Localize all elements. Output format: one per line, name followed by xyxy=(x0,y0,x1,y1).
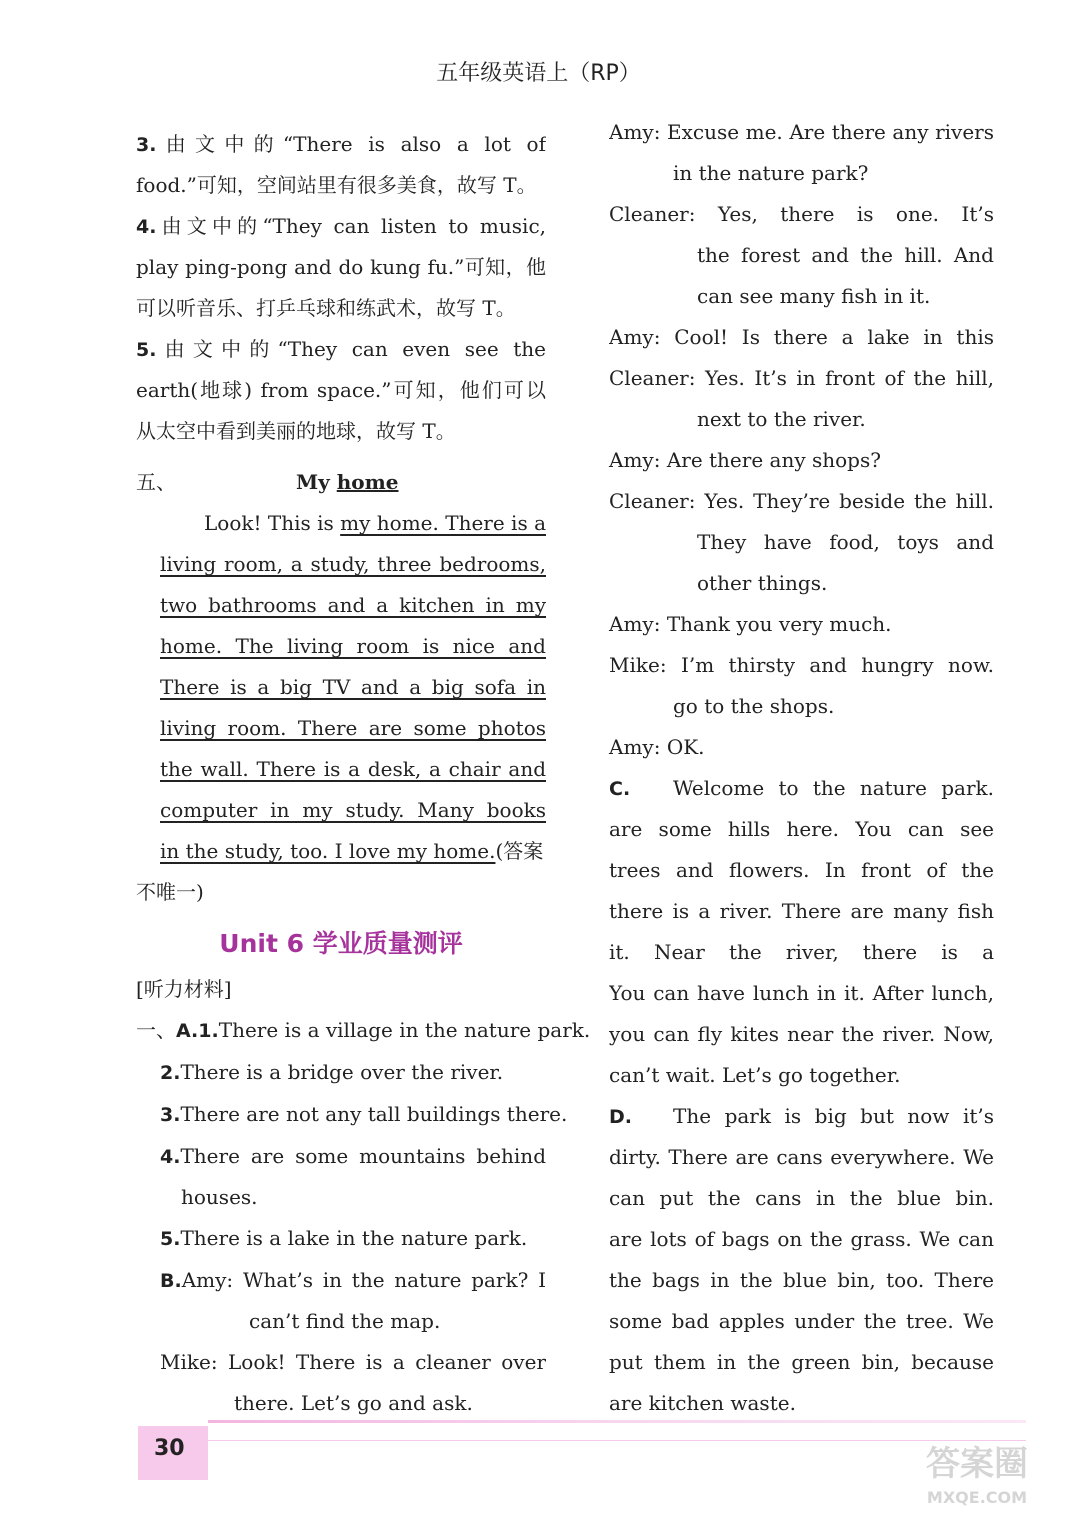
dialog-line: Cleaner: Yes, there is one. It’s xyxy=(609,202,994,226)
listening-label: [听力材料] xyxy=(136,977,232,1001)
passage-c-line: are some hills here. You can see xyxy=(609,817,994,841)
listening-a-1: 一、A.1.There is a village in the nature park. xyxy=(136,1018,591,1042)
dialog-line: Amy: Are there any shops? xyxy=(609,448,881,472)
passage-d-first: D. The park is big but now it’s xyxy=(609,1104,994,1128)
passage-c-line: there is a river. There are many fish xyxy=(609,899,994,923)
listening-a-4-cont: houses. xyxy=(181,1185,258,1209)
listening-a-5: 5.There is a lake in the nature park. xyxy=(160,1226,528,1250)
explanation-4-line-2: play ping-pong and do kung fu.”可知，他 xyxy=(136,255,546,279)
page-header: 五年级英语上（RP） xyxy=(436,61,641,86)
essay-line: computer in my study. Many books xyxy=(160,798,546,822)
passage-d-line: put them in the green bin, because xyxy=(609,1350,994,1374)
passage-d-last: are kitchen waste. xyxy=(609,1391,796,1415)
watermark-logo xyxy=(917,1440,1037,1530)
essay-line-1: Look! This is my home. There is a xyxy=(204,511,546,535)
left-column xyxy=(136,124,591,1424)
passage-d-line: can put the cans in the blue bin. xyxy=(609,1186,994,1210)
dialog-line: go to the shops. xyxy=(673,694,835,718)
essay-body xyxy=(136,503,546,872)
right-column xyxy=(609,112,994,1424)
passage-c-line: it. Near the river, there is a xyxy=(609,940,994,964)
explanation-3-line-1: 3.由文中的“There is also a lot of xyxy=(136,132,546,156)
essay-line: two bathrooms and a kitchen in my xyxy=(160,593,546,617)
listening-b-line-4: there. Let’s go and ask. xyxy=(234,1391,473,1415)
listening-a-2: 2.There is a bridge over the river. xyxy=(160,1060,504,1084)
page-number: 30 xyxy=(138,1426,208,1480)
essay-note: 不唯一) xyxy=(136,880,204,904)
essay-line: living room. There are some photos xyxy=(160,716,546,740)
listening-b-line-1: B.Amy: What’s in the nature park? I xyxy=(160,1268,546,1292)
dialog-line: the forest and the hill. And xyxy=(697,243,994,267)
listening-a-4: 4.There are some mountains behind xyxy=(160,1144,546,1168)
dialog-line: next to the river. xyxy=(697,407,866,431)
essay-line: There is a big TV and a big sofa in xyxy=(160,675,546,699)
explanation-5-line-3: 从太空中看到美丽的地球，故写 T。 xyxy=(136,419,456,443)
explanation-3-line-2: food.”可知，空间站里有很多美食，故写 T。 xyxy=(136,173,537,197)
listening-b-line-3: Mike: Look! There is a cleaner over xyxy=(160,1350,546,1374)
essay-line: living room, a study, three bedrooms, xyxy=(160,552,546,576)
dialog-line: other things. xyxy=(697,571,828,595)
dialog-line: Amy: OK. xyxy=(609,735,705,759)
dialog-line: Amy: Excuse me. Are there any rivers xyxy=(609,120,994,144)
essay-line: home. The living room is nice and xyxy=(160,634,546,658)
passage-c-line: trees and flowers. In front of the xyxy=(609,858,994,882)
listening-b-line-2: can’t find the map. xyxy=(249,1309,441,1333)
explanation-4-line-3: 可以听音乐、打乒乓球和练武术，故写 T。 xyxy=(136,296,516,320)
passage-d-line: some bad apples under the tree. We xyxy=(609,1309,994,1333)
watermark-url: MXQE.COM xyxy=(926,1488,1028,1507)
passage-c-last: can’t wait. Let’s go together. xyxy=(609,1063,901,1087)
footer-rule-thin xyxy=(208,1440,1026,1441)
essay-title: My home xyxy=(296,470,399,494)
essay-heading xyxy=(136,462,546,503)
passage-d-line: the bags in the blue bin, too. There xyxy=(609,1268,994,1292)
dialog-line: in the nature park? xyxy=(673,161,869,185)
dialog-line: can see many fish in it. xyxy=(697,284,931,308)
dialog-line: Cleaner: Yes. They’re beside the hill. xyxy=(609,489,994,513)
essay-line-last: in the study, too. I love my home.(答案 xyxy=(160,839,544,863)
footer-rule xyxy=(208,1420,1026,1423)
dialog-line: Amy: Thank you very much. xyxy=(609,612,892,636)
watermark-text: 答案圈 xyxy=(926,1444,1028,1484)
essay-line: the wall. There is a desk, a chair and xyxy=(160,757,546,781)
dialog-line: Amy: Cool! Is there a lake in this xyxy=(609,325,994,349)
dialog-line: Mike: I’m thirsty and hungry now. xyxy=(609,653,994,677)
passage-d-line: are lots of bags on the grass. We can xyxy=(609,1227,994,1251)
passage-c-line: You can have lunch in it. After lunch, xyxy=(609,981,994,1005)
section-five-marker: 五、 xyxy=(136,470,176,494)
passage-c-line: you can fly kites near the river. Now, xyxy=(609,1022,994,1046)
dialog-line: They have food, toys and xyxy=(697,530,994,554)
unit-title: Unit 6 学业质量测评 xyxy=(219,929,463,958)
passage-d-line: dirty. There are cans everywhere. We xyxy=(609,1145,994,1169)
explanation-4-line-1: 4.由文中的“They can listen to music, xyxy=(136,214,546,238)
dialog-line: Cleaner: Yes. It’s in front of the hill, xyxy=(609,366,994,390)
explanation-5-line-2: earth(地球) from space.”可知，他们可以 xyxy=(136,378,546,402)
explanation-5-line-1: 5.由文中的“They can even see the xyxy=(136,337,546,361)
listening-a-3: 3.There are not any tall buildings there. xyxy=(160,1102,568,1126)
passage-c-first: C. Welcome to the nature park. xyxy=(609,776,994,800)
